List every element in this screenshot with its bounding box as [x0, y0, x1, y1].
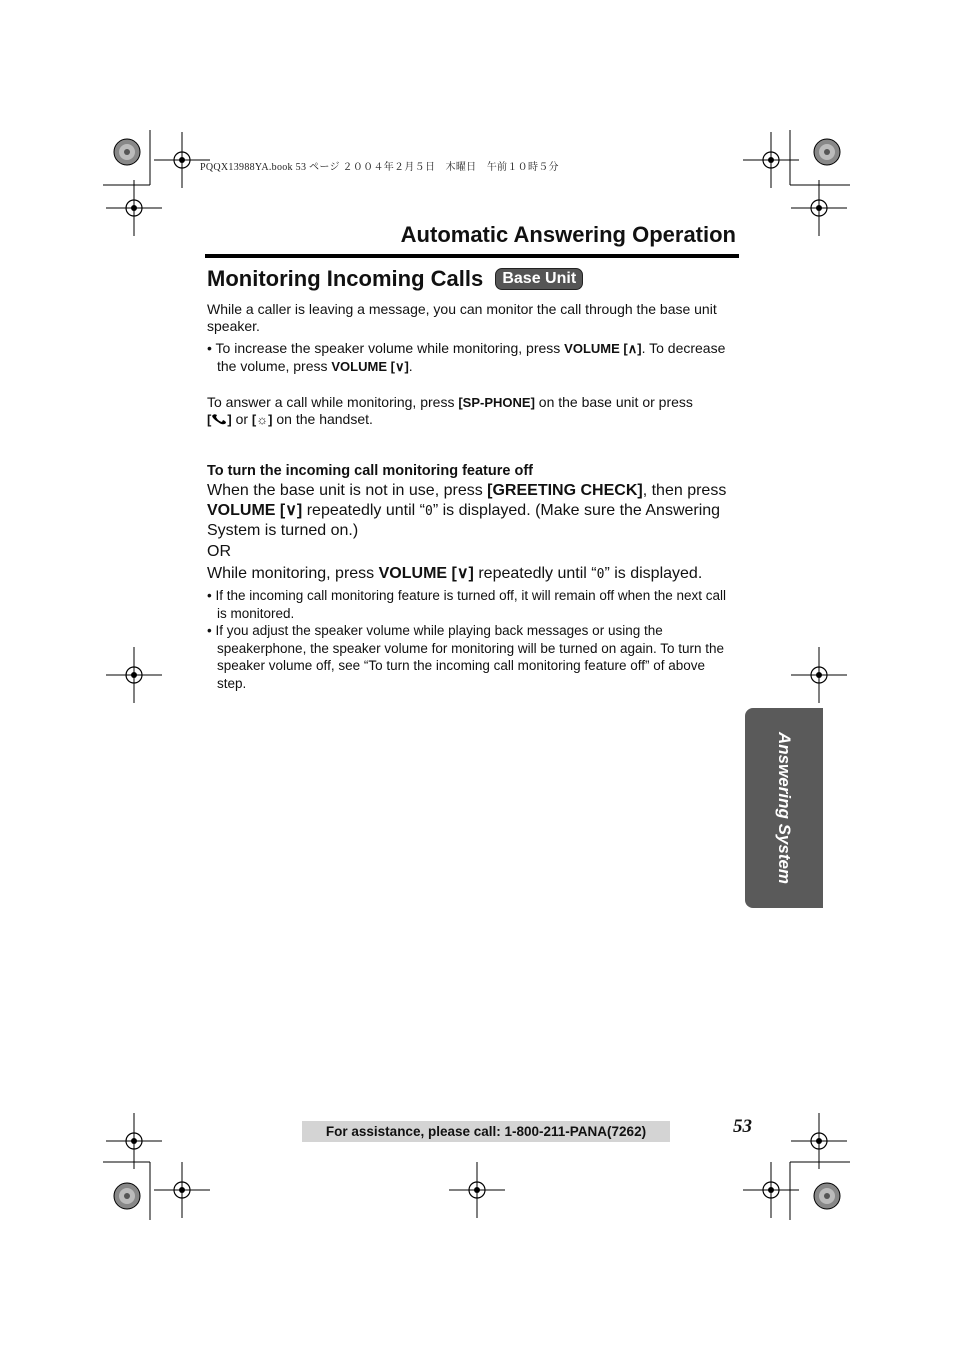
feature-paragraph-1 [207, 481, 737, 541]
answer-text-1: To answer a call while monitoring, press [207, 394, 459, 410]
volume-down-key: VOLUME [∨] [207, 501, 303, 519]
base-unit-badge: Base Unit [495, 268, 583, 290]
or-text: OR [207, 543, 231, 560]
feature1-text-4: ” is displayed. (Make sure the Answering System is turned on.) [207, 501, 721, 539]
section-divider [205, 254, 739, 258]
greeting-check-key: [GREETING CHECK] [487, 482, 643, 499]
volume-down-key: VOLUME [∨] [378, 565, 474, 582]
answer-or-text: or [231, 411, 252, 427]
phone-handset-icon [211, 413, 227, 425]
volume-bullet-text-2: . To decrease the volume, press [217, 340, 726, 374]
feature1-text-1: When the base unit is not in use, press [207, 482, 488, 499]
answer-paragraph [207, 394, 737, 428]
intro-paragraph: While a caller is leaving a message, you can monitor the call through the base unit speaker. [207, 301, 717, 334]
talk-key: [ ] [207, 412, 232, 427]
side-tab-label: Answering System [775, 731, 794, 885]
print-header: PQQX13988YA.book 53 ページ ２００４年２月５日 木曜日 午前１０時５分 [200, 162, 559, 173]
feature2-text-2: repeatedly until “ [473, 565, 597, 582]
speakerphone-icon: [☼] [251, 412, 273, 427]
feature-paragraph-2 [207, 564, 737, 585]
note-item: • If the incoming call monitoring feature is turned off, it will remain off when the next call is monitored. [207, 588, 726, 621]
volume-bullet: • To increase the speaker volume while monitoring, press VOLUME [∧]. To decrease the volume, press VOLUME [∨]. [207, 340, 726, 374]
volume-down-key: VOLUME [∨] [331, 358, 409, 374]
feature-heading: To turn the incoming call monitoring feature off [207, 463, 533, 479]
answer-text-3: on the handset. [272, 411, 373, 427]
volume-bullet-text-3: . [408, 357, 413, 374]
side-tab [745, 708, 823, 908]
volume-bullet-text-1: To increase the speaker volume while monitoring, press [215, 340, 565, 356]
page-title [207, 266, 583, 292]
sp-phone-key: [SP-PHONE] [458, 395, 535, 410]
note-item: • If you adjust the speaker volume while playing back messages or using the speakerphone, the speaker volume for monitoring will be turned on again. To turn the speaker volume off, see “To turn the incoming call monitoring feature off” of above step. [207, 623, 725, 691]
feature1-text-2: , then press [642, 482, 727, 499]
feature2-text-1: While monitoring, press [207, 565, 379, 582]
feature1-text-3: repeatedly until “ [302, 501, 425, 519]
page-title-text: Monitoring Incoming Calls [207, 266, 484, 291]
note-text: If the incoming call monitoring feature is turned off, it will remain off when the next call is monitored. [215, 588, 726, 621]
display-value: 0 [425, 503, 433, 519]
volume-up-key: VOLUME [∧] [564, 341, 642, 356]
note-text: If you adjust the speaker volume while playing back messages or using the speakerphone, the speaker volume for monitoring will be turned on again. To turn the speaker volume off, see “To turn the incoming call monitoring feature off” of above step. [215, 623, 725, 691]
page-number: 53 [733, 1116, 752, 1137]
feature2-text-3: ” is displayed. [604, 565, 703, 582]
answer-text-2: on the base unit or press [534, 394, 693, 410]
assistance-footer: For assistance, please call: 1-800-211-PANA(7262) [302, 1121, 670, 1142]
display-value: 0 [596, 567, 605, 582]
section-title: Automatic Answering Operation [400, 222, 736, 247]
